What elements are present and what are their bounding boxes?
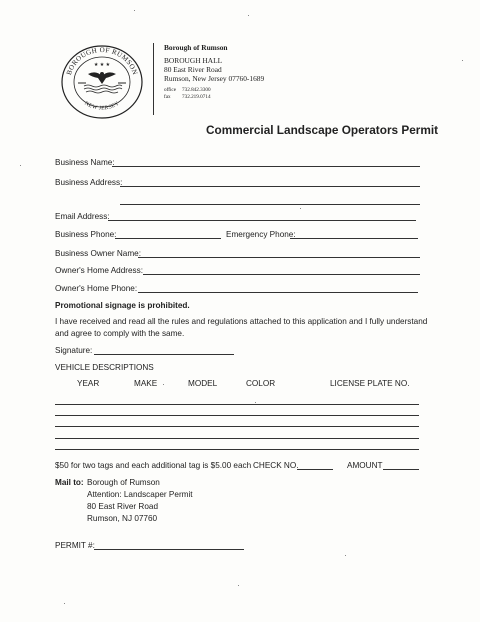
owner-name-field[interactable] <box>138 257 420 258</box>
header-divider <box>153 43 154 115</box>
seal-bottom-text: NEW JERSEY <box>83 100 121 112</box>
amount-label: AMOUNT <box>347 461 383 470</box>
amount-field[interactable] <box>383 469 419 470</box>
permit-number-label: PERMIT #: <box>55 541 95 550</box>
scan-speck <box>248 15 249 16</box>
vehicle-row-line[interactable] <box>55 404 419 405</box>
owner-home-address-field[interactable] <box>143 274 420 275</box>
owner-home-phone-field[interactable] <box>138 292 418 293</box>
mail-line-4: Rumson, NJ 07760 <box>87 514 158 523</box>
owner-home-phone-label: Owner's Home Phone: <box>55 284 138 293</box>
column-model: MODEL <box>188 379 218 388</box>
seal-top-text: BOROUGH OF RUMSON <box>64 45 140 77</box>
business-address-field-2[interactable] <box>120 204 420 205</box>
office-phone: 732.842.3300 <box>182 87 211 93</box>
mail-line-3: 80 East River Road <box>87 502 158 511</box>
agreement-line-1: I have received and read all the rules and regulations attached to this application and I fully understand <box>55 317 428 326</box>
org-name: Borough of Rumson <box>164 43 228 52</box>
vehicle-heading: VEHICLE DESCRIPTIONS <box>55 363 154 372</box>
scan-speck <box>20 165 21 166</box>
check-no-label: CHECK NO. <box>253 461 299 470</box>
scan-speck <box>345 555 346 556</box>
column-license-plate: LICENSE PLATE NO. <box>330 379 410 388</box>
vehicle-row-line[interactable] <box>55 415 419 416</box>
permit-number-field[interactable] <box>94 549 244 550</box>
signage-notice: Promotional signage is prohibited. <box>55 301 190 310</box>
business-phone-field[interactable] <box>115 238 221 239</box>
scan-speck <box>255 402 256 403</box>
svg-text:NEW JERSEY <box>83 100 120 111</box>
scan-speck <box>64 603 65 604</box>
street-address: 80 East River Road <box>164 65 222 74</box>
scan-speck <box>134 10 135 11</box>
vehicle-row-line[interactable] <box>55 438 419 439</box>
vehicle-row-line[interactable] <box>55 449 419 450</box>
vehicle-row-line[interactable] <box>55 426 419 427</box>
scan-speck <box>163 384 164 385</box>
column-color: COLOR <box>246 379 276 388</box>
svg-text:★ ★ ★: ★ ★ ★ <box>93 62 111 68</box>
business-name-label: Business Name: <box>55 158 115 167</box>
email-address-label: Email Address: <box>55 212 110 221</box>
office-label: office <box>164 87 177 93</box>
business-address-label: Business Address: <box>55 178 123 187</box>
signature-field[interactable] <box>94 354 234 355</box>
business-phone-label: Business Phone: <box>55 230 117 239</box>
column-make: MAKE <box>134 379 158 388</box>
mail-to-label: Mail to: <box>55 478 84 487</box>
mail-line-2: Attention: Landscaper Permit <box>87 490 193 499</box>
owner-home-address-label: Owner's Home Address: <box>55 266 144 275</box>
scan-speck <box>462 60 463 61</box>
borough-seal <box>60 44 144 120</box>
owner-name-label: Business Owner Name: <box>55 249 142 258</box>
fax-phone: 732.219.0714 <box>182 94 211 100</box>
column-year: YEAR <box>77 379 100 388</box>
page-title: Commercial Landscape Operators Permit <box>206 123 439 137</box>
mail-line-1: Borough of Rumson <box>87 478 160 487</box>
business-name-field[interactable] <box>112 166 420 167</box>
scan-speck <box>300 208 301 209</box>
emergency-phone-label: Emergency Phone: <box>226 230 296 239</box>
check-no-field[interactable] <box>297 469 333 470</box>
scan-speck <box>238 585 239 586</box>
email-address-field[interactable] <box>108 220 416 221</box>
agreement-line-2: and agree to comply with the same. <box>55 329 185 338</box>
fax-label: fax <box>164 94 171 100</box>
city-address: Rumson, New Jersey 07760-1689 <box>164 74 265 83</box>
fee-text: $50 for two tags and each additional tag is $5.00 each <box>55 461 252 470</box>
emergency-phone-field[interactable] <box>290 238 418 239</box>
signature-label: Signature: <box>55 346 93 355</box>
business-address-field[interactable] <box>120 186 420 187</box>
borough-hall: BOROUGH HALL <box>164 56 223 65</box>
